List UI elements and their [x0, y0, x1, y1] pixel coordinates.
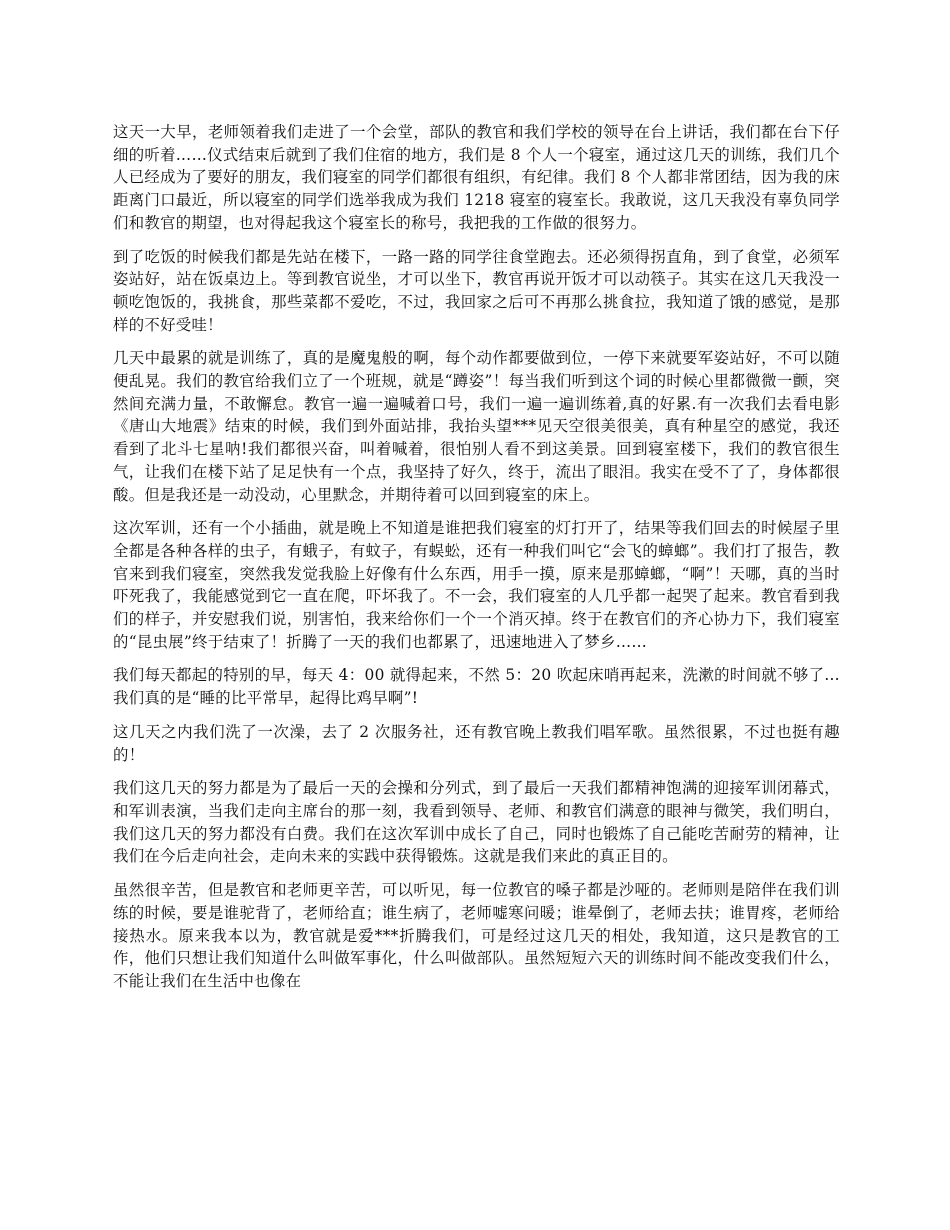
- paragraph-4: 这次军训，还有一个小插曲，就是晚上不知道是谁把我们寝室的灯打开了，结果等我们回去的时候屋子里全都是各种各样的虫子，有蛾子，有蚊子，有蜈蚣，还有一种我们叫它“会飞的蟑螂”。我们打了报告，教官来到我们寝室，突然我发觉我脸上好像有什么东西，用手一摸，原来是那蟑螂，“啊”！天哪，真的当时吓死我了，我能感觉到它一直在爬，吓坏我了。不一会，我们寝室的人几乎都一起哭了起来。教官看到我们的样子，并安慰我们说，别害怕，我来给你们一个一个消灭掉。终于在教官们的齐心协力下，我们寝室的“昆虫展”终于结束了！折腾了一天的我们也都累了，迅速地进入了梦乡……: [113, 519, 840, 651]
- paragraph-3: 几天中最累的就是训练了，真的是魔鬼般的啊，每个动作都要做到位，一停下来就要军姿站好，不可以随便乱晃。我们的教官给我们立了一个班规，就是“蹲姿”！每当我们听到这个词的时候心里都微微一颤，突然间充满力量，不敢懈怠。教官一遍一遍喊着口号，我们一遍一遍训练着,真的好累.有一次我们去看电影《唐山大地震》结束的时候，我们到外面站排，我抬头望***见天空很美很美，真有种星空的感觉，我还看到了北斗七星呐!我们都很兴奋，叫着喊着，很怕别人看不到这美景。回到寝室楼下，我们的教官很生气，让我们在楼下站了足足快有一个点，我坚持了好久，终于，流出了眼泪。我实在受不了了，身体都很酸。但是我还是一动没动，心里默念，并期待着可以回到寝室的床上。: [113, 349, 840, 504]
- paragraph-5: 我们每天都起的特别的早，每天 4：00 就得起来，不然 5：20 吹起床哨再起来，洗漱的时间就不够了…我们真的是“睡的比平常早，起得比鸡早啊”!: [113, 666, 840, 708]
- paragraph-6: 这几天之内我们洗了一次澡，去了 2 次服务社，还有教官晚上教我们唱军歌。虽然很累，不过也挺有趣的！: [113, 722, 840, 764]
- paragraph-2: 到了吃饭的时候我们都是先站在楼下，一路一路的同学往食堂跑去。还必须得拐直角，到了食堂，必须军姿站好，站在饭桌边上。等到教官说坐，才可以坐下，教官再说开饭才可以动筷子。其实在这几天我没一顿吃饱饭的，我挑食，那些菜都不爱吃，不过，我回家之后可不再那么挑食拉，我知道了饿的感觉，是那样的不好受哇！: [113, 247, 840, 334]
- paragraph-7: 我们这几天的努力都是为了最后一天的会操和分列式，到了最后一天我们都精神饱满的迎接军训闭幕式，和军训表演，当我们走向主席台的那一刻，我看到领导、老师、和教官们满意的眼神与微笑，我们明白，我们这几天的努力都没有白费。我们在这次军训中成长了自己，同时也锻炼了自己能吃苦耐劳的精神，让我们在今后走向社会，走向未来的实践中获得锻炼。这就是我们来此的真正目的。: [113, 779, 840, 866]
- paragraph-1: 这天一大早，老师领着我们走进了一个会堂，部队的教官和我们学校的领导在台上讲话，我们都在台下仔细的听着……仪式结束后就到了我们住宿的地方，我们是 8 个人一个寝室，通过这几天的训练，我们几个人已经成为了要好的朋友，我们寝室的同学们都很有组织，有纪律。我们 8 个人都非常团结，因为我的床距离门口最近，所以寝室的同学们选举我成为我们 1218 寝室的寝室长。我敢说，这几天我没有辜负同学们和教官的期望，也对得起我这个寝室长的称号，我把我的工作做的很努力。: [113, 123, 840, 232]
- paragraph-8: 虽然很辛苦，但是教官和老师更辛苦，可以听见，每一位教官的嗓子都是沙哑的。老师则是陪伴在我们训练的时候，要是谁驼背了，老师给直；谁生病了，老师嘘寒问暖；谁晕倒了，老师去扶；谁胃疼，老师给接热水。原来我本以为，教官就是爱***折腾我们，可是经过这几天的相处，我知道，这只是教官的工作，他们只想让我们知道什么叫做军事化，什么叫做部队。虽然短短六天的训练时间不能改变我们什么，不能让我们在生活中也像在: [113, 881, 840, 990]
- document-body: [113, 121, 840, 1004]
